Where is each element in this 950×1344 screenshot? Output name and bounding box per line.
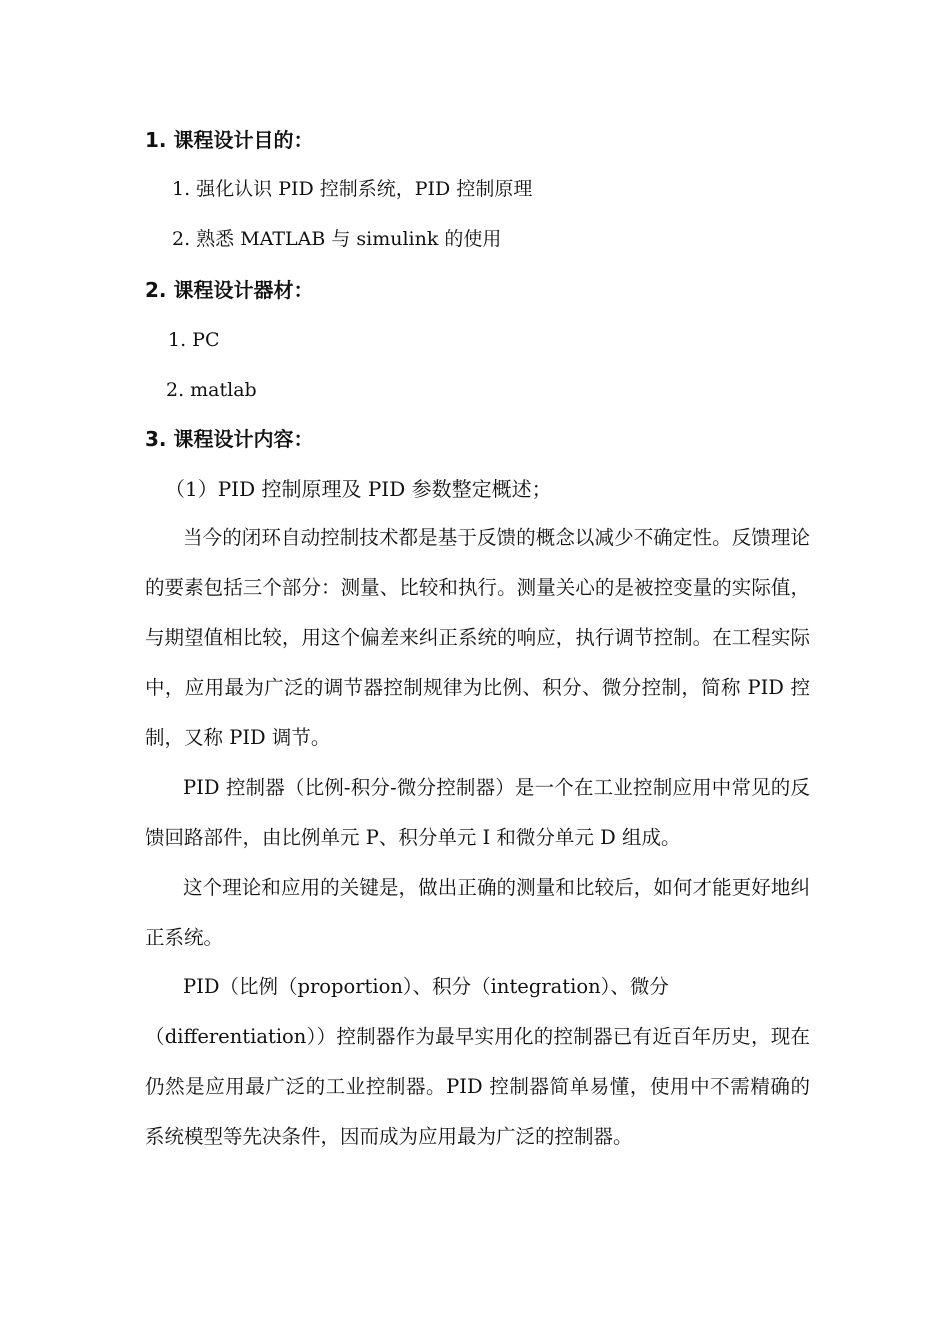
section-heading-objective: 1. 课程设计目的： xyxy=(145,128,314,152)
equipment-item-2: 2. matlab xyxy=(166,379,257,401)
paragraph-key-theory: 这个理论和应用的关键是，做出正确的测量和比较后，如何才能更好地纠正系统。 xyxy=(145,876,810,949)
paragraph-pid-history: （differentiation））控制器作为最早实用化的控制器已有近百年历史，现在仍然是应用最广泛的工业控制器。PID 控制器简单易懂，使用中不需精确的系统模型等先决条件，因而成为应用最为广泛的控制器。 xyxy=(145,1025,810,1148)
objective-item-1: 1. 强化认识 PID 控制系统，PID 控制原理 xyxy=(172,178,533,200)
content-subheading: （1）PID 控制原理及 PID 参数整定概述； xyxy=(165,477,552,501)
paragraph-feedback-theory: 当今的闭环自动控制技术都是基于反馈的概念以减少不确定性。反馈理论的要素包括三个部分：测量、比较和执行。测量关心的是被控变量的实际值，与期望值相比较，用这个偏差来纠正系统的响应，执行调节控制。在工程实际中，应用最为广泛的调节器控制规律为比例、积分、微分控制，简称 PID 控制，又称 PID 调节。 xyxy=(145,526,810,749)
paragraph-pid-terms: PID（比例（proportion）、积分（integration）、微分 xyxy=(183,975,669,998)
section-heading-content: 3. 课程设计内容： xyxy=(145,427,314,451)
paragraph-pid-controller: PID 控制器（比例-积分-微分控制器）是一个在工业控制应用中常见的反馈回路部件，由比例单元 P、积分单元 I 和微分单元 D 组成。 xyxy=(145,776,810,849)
equipment-item-1: 1. PC xyxy=(168,329,220,351)
objective-item-2: 2. 熟悉 MATLAB 与 simulink 的使用 xyxy=(172,228,502,250)
section-heading-equipment: 2. 课程设计器材： xyxy=(145,278,314,302)
